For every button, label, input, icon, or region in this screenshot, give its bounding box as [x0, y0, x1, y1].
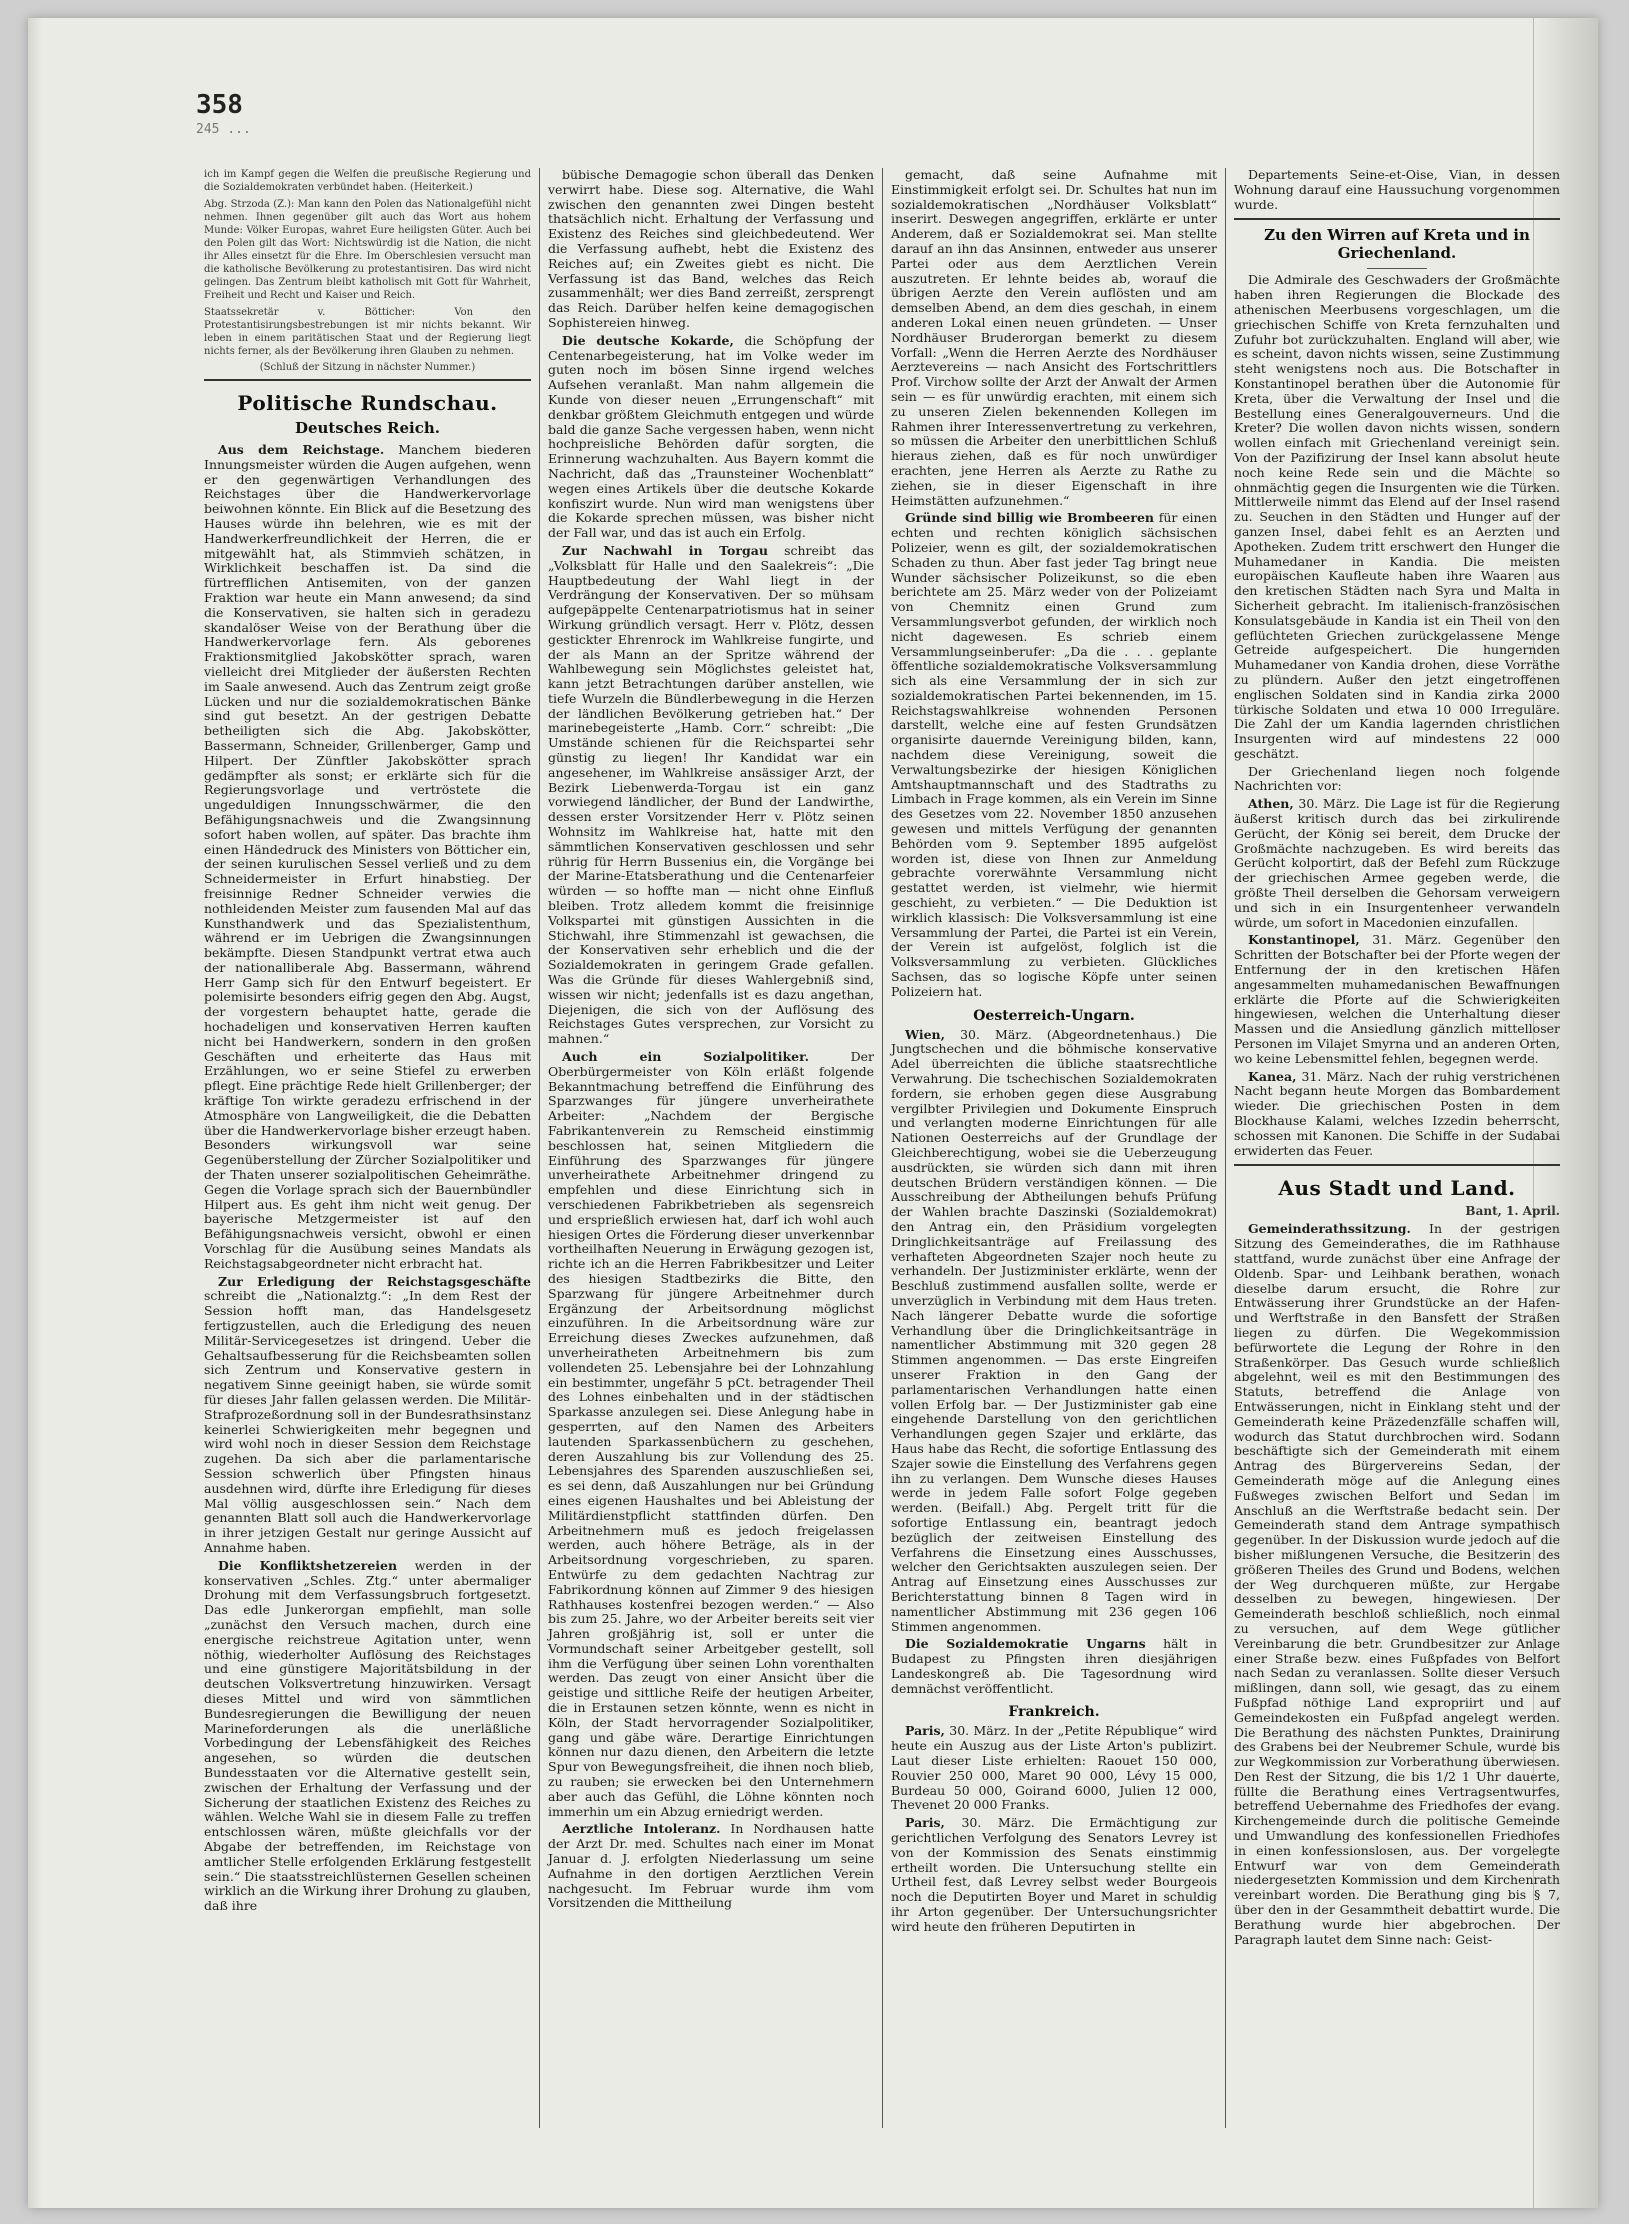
closing-note: (Schluß der Sitzung in nächster Nummer.) — [259, 362, 476, 373]
article-keyword: Die Sozialdemokratie Ungarns — [905, 1636, 1146, 1652]
article-text: Der Griechenland liegen noch folgende Nachrichten vor: — [1234, 763, 1560, 794]
article-text: Der Oberbürgermeister von Köln erläßt folgende Bekanntmachung betreffend die Einführung des Sparzwanges für jüngere unverheirathete Arbeiter: „Nachdem der Bergische Fabrikantenverein zu Remscheid einstimmig beschlossen hat, seinen Mitgliedern die Einführung des Sparzwanges für jüngere unverheirathete Arbeitnehmer dringend zu empfehlen und diese Einrichtung sich in verschiedenen Fabrikbetrieben als segensreich und ersprießlich erwiesen hat, darf ich wohl auch hiesigen Ortes die Förderung dieser unverkennbar vortheilhaften Neuerung in Erwägung gezogen ist, richte ich an die Herren Fabrikbesitzer und Leiter des hiesigen Stadtbezirks die Bitte, den Sparzwang für jüngere Arbeitnehmer durch Ergänzung der Arbeitsordnung möglichst einzuführen. In die Arbeitsordnung wäre zur Erreichung dieses Zweckes aufzunehmen, daß unverheiratheten Arbeitnehmern bis zum vollendeten 25. Lebensjahre bei der Lohnzahlung ein bestimmter, ungefähr 5 pCt. betragender Theil des Lohnes einbehalten und in der städtischen Sparkasse anzulegen sei. Diese Anlegung habe in gesperrten, auf den Namen des Arbeiters lautenden Sparkassenbüchern zu geschehen, deren Auszahlung bis zur Vollendung des 25. Lebensjahres des Sparenden auszuschließen sei, es sei denn, daß Auszahlungen nur bei Gründung eines eigenen Haushaltes und bei Ableistung der Militärdienstpflicht stattfinden dürfen. Den Arbeitnehmern muß es jedoch freigelassen werden, auch höhere Beträge, als in der Arbeitsordnung vorgeschrieben, zu sparen. Entwürfe zu dem gedachten Nachtrag zur Fabrikordnung können auf Zimmer 9 des hiesigen Rathhauses kostenfrei bezogen werden.“ — Also bis zum 25. Jahre, wo der Arbeiter bereits seit vier Jahren großjährig ist, soll er unter die Vormundschaft seiner Arbeitgeber gestellt, soll ihm die Verfügung über seinen Lohn vorenthalten werden. Das zeugt von einer Ansicht über die geistige und sittliche Reife der heutigen Arbeiter, die in Erstaunen setzen könnte, wenn es nicht in Köln, der Stadt hervorragender Sozialpolitiker, gang und gäbe wäre. Derartige Einrichtungen können nur dazu dienen, den Arbeitern die letzte Spur von Bewegungsfreiheit, die ihnen noch blieb, zu rauben; sie erwecken bei den Unternehmern aber auch das Gefühl, die Löhne könnten noch immerhin um ein Abzug erniedrigt werden. — [548, 1049, 874, 1819]
article-text: Die Admirale des Geschwaders der Großmächte haben ihren Regierungen die Blockade des athenischen Meerbusens vorgeschlagen, um die griechischen Schiffe von Kreta fernzuhalten und Zufuhr bot zurückzuhalten. England will aber, wie es scheint, davon nichts wissen, seine Zustimmung steht wenigstens noch aus. Die Botschafter in Konstantinopel berathen über die Autonomie für Kreta, über die Verwaltung der Insel und die Bestellung eines Generalgouverneurs. Und die Kreter? Die wollen davon nichts wissen, sondern wollen einfach mit Griechenland vereinigt sein. Von der Pazifizirung der Insel kann absolut heute noch keine Rede sein und die Mächte so ohnmächtig gegen die Insurgenten wie die Türken. Mittlerweile nimmt das Elend auf der Insel rasend zu. Seuchen in den Städten und Hunger auf der ganzen Insel, dabei fehlt es an Aerzten und Apotheken. Zudem tritt erschwert den Hunger die Muhamedaner in Kandia. Die meisten europäischen Kaufleute haben ihre Waaren aus den kretischen Städten nach Syra und Malta in Sicherheit gebracht. Im italienisch-französischen Konsulatsgebäude in Kandia ist ein Theil von den geflüchteten Griechen zurückgelassene Menge Getreide aufgespeichert. Die hungernden Muhamedaner von Kandia drohen, diese Vorräthe zu plündern. Außer den jetzt eingetroffenen englischen Soldaten sind in Kandia zirka 2000 türkische Soldaten und etwa 10 000 Irreguläre. Die Zahl der um Kandia lagernden christlichen Insurgenten wird auf mindestens 22 000 geschätzt. — [1234, 272, 1560, 761]
article-paragraph — [891, 1028, 1217, 1635]
article-text: Manchem biederen Innungsmeister würden die Augen aufgehen, wenn er den gegenwärtigen Verhandlungen des Reichstages über die Handwerkervorlage beiwohnen könnte. Ein Blick auf die Besetzung des Hauses würde ihn belehren, wie es mit der Handwerkerfreundlichkeit der Herren, die er mitgewählt hat, als Stimmvieh schätzen, in Wirklichkeit beschaffen ist. Da sind die fürtrefflichen Antisemiten, von der ganzen Fraktion war heute ein Mann anwesend; da sind die Konservativen, sie halten sich in geradezu skandalöser Weise von der Berathung über die Handwerkervorlage fern. Als geborenes Fraktionsmitglied Jakobskötter sprach, waren vielleicht drei Mitglieder der äußersten Rechten im Saale anwesend. Auch das Zentrum zeigt große Lücken und nur die sozialdemokratischen Bänke sind gut besetzt. An der gestrigen Debatte betheiligten sich die Abg. Jakobskötter, Bassermann, Schneider, Grillenberger, Gamp und Hilpert. Der Zünftler Jakobskötter sprach gedämpfter als sonst; er erklärte sich für die Regierungsvorlage und vertröstete die ungeduldigen Innungsschwärmer, die den Befähigungsnachweis und die Zwangsinnung sofort haben wollen, auf später. Das brachte ihm einen Händedruck des Ministers von Bötticher ein, der seinen kurulischen Sessel verließ und zu dem Schneidermeister in Erfurt hinabstieg. Der freisinnige Redner Schneider verwies die nothleidenden Meister zum fausenden Mal auf das Kunsthandwerk und das Spezialistenthum, während er im Uebrigen die Zwangsinnungen bekämpfte. Diesen Standpunkt vertrat etwa auch der nationalliberale Abg. Bassermann, während Herr Gamp sich für den Entwurf begeistert. Er polemisirte besonders eifrig gegen den Abg. Augst, der vorgestern behauptet hatte, gerade die hochadeligen und konservativen Herren kauften nicht bei Handwerkern, sondern in den großen Geschäften und erheiterte das Haus mit Erzählungen, wo er seine Stiefel zu erwerben pflegt. Eine prächtige Rede hielt Grillenberger; der kräftige Ton wirkte geradezu erfrischend in der Atmosphäre von Langweiligkeit, die die Debatten über die Handwerkervorlage bisher erzeugt haben. Besonders wirkungsvoll war seine Gegenüberstellung der Zürcher Sozialpolitiker und der Thaten unserer sozialpolitischen Geheimräthe. Gegen die Vorlage sprach sich der Bauernbündler Hilpert aus. Es geht ihm nicht weit genug. Der bayerische Metzgermeister ist auf den Befähigungsnachweis versicht, obwohl er einen Vorschlag für die Ausübung seines Mandats als Reichstagsabgeordneter nicht erbracht hat. — [204, 442, 531, 1271]
dateline: Bant, 1. April. — [1465, 1204, 1560, 1219]
article-text: schreibt die „Nationalztg.“: „In dem Rest der Session hofft man, das Handelsgesetz fertigzustellen, auch die Erledigung des neuen Militär-Servicegesetzes ist dringend. Ueber die Gehaltsaufbesserung für die Reichsbeamten sollen sich Zentrum und Konservative gestern in negativem Sinne geeinigt haben, sie würde somit für dieses Jahr fallen gelassen werden. Die Militär-Strafprozeßordnung soll in der Bundesrathsinstanz keinerlei Schwierigkeiten mehr begegnen und wird wohl noch in dieser Session dem Reichstage zugehen. Da sich aber die parlamentarische Session schwerlich über Pfingsten hinaus ausdehnen wird, dürfte ihre Erledigung für dieses Mal völlig ausgeschlossen sein.“ Nach dem genannten Blatt soll auch die Handwerkervorlage in ihrer jetzigen Gestalt nur geringe Aussicht auf Annahme haben. — [204, 1288, 531, 1555]
article-paragraph — [1234, 797, 1560, 930]
article-paragraph — [891, 168, 1217, 508]
article-paragraph — [891, 1637, 1217, 1696]
article-text: 31. März. Nach der ruhig verstrichenen Nacht begann heute Morgen das Bombardement wieder. Die griechischen Posten in dem Blockhause Kalami, welches Izzedin beherrscht, schossen mit Kanonen. Die Schiffe in der Sudabai erwiderten das Feuer. — [1234, 1068, 1560, 1158]
article-keyword: Zur Nachwahl in Torgau — [562, 542, 768, 558]
article-text: In Nordhausen hatte der Arzt Dr. med. Schultes nach einer im Monat Januar d. J. erfolgten Niederlassung um seine Aufnahme in den dortigen Aerztlichen Verein nachgesucht. Im Februar wurde ihm vom Vorsitzenden die Mittheilung — [548, 1821, 874, 1911]
article-paragraph — [204, 1559, 531, 1914]
article-paragraph — [548, 1050, 874, 1819]
article-paragraph — [1234, 1222, 1560, 1947]
country-heading: Frankreich. — [1008, 1704, 1100, 1721]
article-text: 30. März. Die Ermächtigung zur gerichtlichen Verfolgung des Senators Levrey ist von der Kommission des Senats einstimmig ertheilt worden. Die Untersuchung stellte ein Urtheil fest, daß Levrey selbst weder Bourgeois noch die Deputirten Boyer und Maret in schuldig ihr Arton gegenüber. Der Untersuchungsrichter wird heute den früheren Deputirten in — [891, 1815, 1218, 1934]
sub-title: Deutsches Reich. — [294, 419, 441, 437]
article-paragraph — [891, 1816, 1217, 1934]
article-keyword: Aus dem Reichstage. — [218, 442, 385, 457]
column-3 — [882, 168, 1225, 2128]
section-title: Aus Stadt und Land. — [1278, 1176, 1516, 1201]
article-text: hält in Budapest zu Pfingsten ihren diesjährigen Landeskongreß ab. Die Tagesordnung wird demnächst veröffentlicht. — [891, 1636, 1217, 1696]
article-paragraph — [204, 443, 531, 1272]
article-text: schreibt das „Volksblatt für Halle und den Saalekreis“: „Die Hauptbedeutung der Wahl liegt in der Verdrängung der Konservativen. Der so mühsam aufgepäppelte Centenarpatriotismus hat in seiner Wirkung gründlich versagt. Herr v. Plötz, dessen gestickter Ehrenrock im Wahlkreise fungirte, und der als Mann an der Spritze während der Wahlbewegung sein Möglichstes geleistet hat, kann jetzt Betrachtungen darüber anstellen, wie tiefe Wurzeln die Bündlerbewegung in die Herzen der ländlichen Bevölkerung getrieben hat.“ Der marinebegeisterte „Hamb. Corr.“ schreibt: „Die Umstände schienen für die Reichspartei sehr günstig zu liegen! Ihr Kandidat war ein angesehener, im Wahlkreise ansässiger Arzt, der Bezirk Liebenwerda-Torgau ist ein ganz vorwiegend ländlicher, der Bund der Landwirthe, dessen erster Vorsitzender Herr v. Plötz seinen Wohnsitz im Wahlkreise hat, hatte mit den sämmtlichen Konservativen geschlossen und sehr rührig für Herrn Bussenius ein, die Vorgänge bei der Marine-Etatsberathung und die Centenarfeier würden — so hoffte man — nicht ohne Einfluß bleiben. Trotz alledem kommt die freisinnige Volkspartei mit günstigen Aussichten in die Stichwahl, ihre Stimmenzahl ist gewachsen, die der Konservativen sehr erheblich und die der Sozialdemokraten in geringem Grade gefallen. Was die Gründe für dieses Wahlergebniß sind, wissen wir nicht; jedenfalls ist es dazu angethan, Diejenigen, die sich von der Auflösung des Reichstages Gutes versprechen, zur Vorsicht zu mahnen.“ — [548, 542, 874, 1047]
article-keyword: Auch ein Sozialpolitiker. — [562, 1049, 809, 1065]
column-2 — [539, 168, 882, 2128]
divider — [1234, 1164, 1560, 1166]
article-paragraph — [1234, 765, 1560, 795]
section-title: Politische Rundschau. — [237, 391, 498, 415]
article-text: werden in der konservativen „Schles. Ztg.“ unter abermaliger Drohung mit dem Verfassungsbruch fortgesetzt. Das edle Junkerorgan empfiehlt, man solle „zunächst den Versuch machen, durch eine energische reichstreue Agitation unter, wenn nöthig, wiederholter Auflösung des Reichstages und eine günstigere Majoritätsbildung in der deutschen Volksvertretung hinzuwirken. Versagt dieses Mittel und wird von sämmtlichen Bundesregierungen die Bewilligung der neuen Marineforderungen als die unerläßliche Vorbedingung der Lebensfähigkeit des Reiches angesehen, so würden die deutschen Bundesstaaten vor die Alternative gestellt sein, zwischen der Erhaltung der Verfassung und der Sicherung der staatlichen Existenz des Reiches zu wählen. Welche Wahl sie in diesem Falle zu treffen entschlossen wären, müßte gleichfalls vor der Abgabe der betreffenden, im Reichstage von amtlicher Stelle erfolgenden Erklärung festgestellt sein.“ Die staatsstreichlüsternen Gesellen scheinen wirklich an die Wirkung ihrer Drohung zu glauben, daß ihre — [204, 1557, 531, 1914]
article-paragraph — [1234, 1070, 1560, 1159]
article-paragraph — [891, 511, 1217, 999]
article-text: bübische Demagogie schon überall das Denken verwirrt habe. Diese sog. Alternative, die Wahl zwischen den genannten zwei Dingen besteht thatsächlich nicht. Erhaltung der Verfassung und Existenz des Reiches sind gleichbedeutend. Wer die Verfassung aufhebt, hebt die Existenz des Reiches auf; ein Zweites giebt es nicht. Die Verfassung ist das Band, welches das Reich zusammenhält; wer dies Band zerreißt, zersprengt das Reich. Darüber helfen keine demagogischen Sophistereien hinweg. — [548, 168, 874, 330]
tiny-text: Staatssekretär v. Bötticher: Von den Protestantisirungsbestrebungen ist mir nichts bekannt. Wir leben in einem paritätischen Staat und der Regierung liegt nichts ferner, als der Bevölkerung ihren Glauben zu nehmen. — [204, 307, 531, 357]
country-heading: Oesterreich-Ungarn. — [973, 1007, 1135, 1024]
newspaper-page — [28, 18, 1598, 2208]
article-paragraph — [548, 544, 874, 1047]
page-number: 358 — [196, 90, 243, 120]
article-text: die Schöpfung der Centenarbegeisterung, hat im Volke weder im guten noch im bösen Sinne irgend welches Aufsehen veranlaßt. Man nahm allgemein die Kunde von dieser neuen „Errungenschaft“ mit denkbar größtem Gleichmuth entgegen und würde bald die ganze Sache vergessen haben, wenn nicht hochpreisliche Behörden dafür sorgten, die Erinnerung wachzuhalten. Aus Bayern kommt die Nachricht, daß das „Traunsteiner Wochenblatt“ wegen eines Artikels über die deutsche Kokarde konfiszirt wurde. Nun wird man wenigstens über die Kokarde sprechen müssen, was bisher nicht der Fall war, und das ist auch ein Erfolg. — [548, 332, 874, 541]
divider — [204, 379, 531, 381]
article-paragraph — [1234, 933, 1560, 1066]
article-keyword: Athen, — [1248, 796, 1294, 812]
article-paragraph — [1234, 273, 1560, 761]
article-keyword: Paris, — [905, 1815, 945, 1831]
article-text: 30. März. (Abgeordnetenhaus.) Die Jungtschechen und die böhmische konservative Adel überreichten die übliche staatsrechtliche Verwahrung. Die tschechischen Sozialdemokraten fordern, sie erhoben gegen diese Ausgrabung vergilbter Privilegien und Dokumente Einspruch und verlangten moderne Einrichtungen für alle Nationen Oesterreichs auf der Grundlage der Gleichberechtigung, wobei sie die Ueberzeugung ausdrückten, sie würden sich dann mit ihren deutschen Brüdern verständigen können. — Die Ausschreibung der Abtheilungen behufs Prüfung der Wahlen brachte Daszinski (Sozialdemokrat) den Antrag ein, den Präsidium vorgelegten Dringlichkeitsanträge auf Freilassung des verhafteten Abgeordneten Szajer noch heute zu verhandeln. Der Justizminister erklärte, wenn der Beschluß zustimmend ausfallen sollte, werde er unverzüglich in Verbindung mit dem Haus treten. Nach längerer Debatte wurde die sofortige Verhandlung über die Dringlichkeitsanträge in namentlicher Abstimmung mit 320 gegen 28 Stimmen angenommen. — Das erste Eingreifen unserer Fraktion in den Gang der parlamentarischen Verhandlungen hatte einen vollen Erfolg bar. — Der Justizminister gab eine eingehende Darstellung von den gerichtlichen Verhandlungen gegen Szajer und erklärte, das Haus habe das Recht, die sofortige Entlassung des Szajer sowie die Einstellung des Verfahrens gegen ihn zu verlangen. Dem Wunsche dieses Hauses werde in jedem Falle sofort Folge gegeben werden. (Beifall.) Abg. Pergelt tritt für die sofortige Entlassung ein, beantragt jedoch bezüglich der zeitweisen Einstellung des Verfahrens die Einsetzung eines Ausschusses, welcher den Gerichtsakten auszulegen seien. Der Antrag auf Einsetzung eines Ausschusses zur Berichterstattung binnen 8 Tagen wird in namentlicher Abstimmung mit 236 gegen 106 Stimmen angenommen. — [891, 1026, 1217, 1634]
article-keyword: Gründe sind billig wie Brombeeren — [905, 510, 1155, 526]
divider — [1234, 218, 1560, 220]
article-keyword: Konstantinopel, — [1248, 932, 1360, 948]
page-spine — [28, 18, 42, 2208]
article-text: gemacht, daß seine Aufnahme mit Einstimmigkeit erfolgt sei. Dr. Schultes hat nun im sozialdemokratischen „Nordhäuser Volksblatt“ inserirt. Deswegen angegriffen, erklärte er unter Anderem, daß er Sozialdemokrat sei. Man stellte darauf an ihn das Ansinnen, entweder aus unserer Partei oder aus dem Aerztlichen Verein auszutreten. Er lehnte beides ab, worauf die übrigen Aerzte den Verein auflösten und am demselben Abend, an dem dies geschah, in einem anderen Lokal einen neuen gründeten. — Unser Nordhäuser Bruderorgan bemerkt zu diesem Vorfall: „Wenn die Herren Aerzte des Nordhäuser Aerztevereins — nach Ansicht des Fortschrittlers Prof. Virchow sollte der Arzt der Anwalt der Armen sein — es für unwürdig erachten, mit einem sich zu unseren Zielen bekennenden Kollegen im Rahmen ihrer Interessenvertretung zu verkehren, so müssen die Arbeiter den unerbittlichen Schluß hieraus ziehen, daß es für noch unwürdiger erachten, jene Herren als Aerzte zu Rathe zu ziehen, sie in dieser Eigenschaft in ihre Heimstätten aufzunehmen.“ — [891, 168, 1217, 508]
tiny-text: ich im Kampf gegen die Welfen die preußische Regierung und die Sozialdemokraten verbündet haben. (Heiterkeit.) — [204, 169, 531, 193]
article-keyword: Aerztliche Intoleranz. — [562, 1821, 721, 1837]
article-text: 30. März. Die Lage ist für die Regierung äußerst kritisch durch das bei zirkulirende Gerücht, der König sei bereit, dem Drucke der Großmächte nachzugeben. Es wird bereits das Gerücht kolportirt, daß der Befehl zum Rückzuge der griechischen Armee gegeben werde, die größte Theil derselben die Gehorsam verweigern und sich in ein Insurgentenheer verwandeln würde, um sofort in Macedonien einzufallen. — [1234, 796, 1560, 930]
article-text: 31. März. Gegenüber den Schritten der Botschafter bei der Pforte wegen der Entfernung der in den kretischen Häfen angesammelten muhamedanischen Bewaffnungen erklärte die Pforte auf die Schwierigkeiten hingewiesen, welchen die Unterhaltung dieser Massen und die Ansiedlung gänzlich mittelloser Personen im Vilajet Smyrna und an anderen Orten, wo keine Lebensmittel fehlen, begegnen werde. — [1234, 932, 1560, 1066]
page-number-annotation: 245 ... — [196, 122, 251, 137]
article-keyword: Gemeinderathssitzung. — [1248, 1221, 1411, 1237]
article-keyword: Wien, — [905, 1026, 945, 1042]
column-4 — [1225, 168, 1568, 2128]
article-text: In der gestrigen Sitzung des Gemeinderathes, die im Rathhause stattfand, wurde zunächst über eine Anfrage der Oldenb. Spar- und Leihbank berathen, wonach dieselbe darum ersucht, die Rohre zur Entwässerung ihrer Grundstücke an der Hafen- und Werftstraße in den Bansfett der Straßen liegen zu dürfen. Die Wegekommission befürwortete die Legung der Rohre in den Straßenkörper. Das Gesuch wurde schließlich abgelehnt, weil es mit den Bestimmungen des Statuts, betreffend die Anlage von Entwässerungen, nicht in Einklang steht und der Gemeinderath keine Präzedenzfälle schaffen will, wodurch das Statut durchbrochen wird. Sodann beschäftigte sich der Gemeinderath mit einem Antrag des Bürgervereins Sedan, der Gemeinderath möge auf die Anlegung eines Fußweges zwischen Belfort und Sedan im Anschluß an die Werftstraße bedacht sein. Der Gemeinderath stand dem Antrage sympathisch gegenüber. In der Diskussion wurde jedoch auf die bisher mißlungenen Versuche, die Besitzerin des größeren Theiles des Grund und Bodens, welchen der Weg durchqueren müßte, zur Hergabe desselben zu bewegen, hingewiesen. Der Gemeinderath beschloß schließlich, noch einmal zu versuchen, auf dem Wege gütlicher Vereinbarung die betr. Grundbesitzer zur Anlage einer Straße bezw. eines Fußpfades von Belfort nach Sedan zu veranlassen. Sollte dieser Versuch mißlingen, dann soll, wie gesagt, das zu einem Fußpfad nöthige Land expropriirt und auf Gemeindekosten ein Fußpfad angelegt werden. Die Berathung des nächsten Punktes, Drainirung des Grabens bei der Neubremer Schule, wurde bis zur Wegkommission zur Vorberathung überwiesen. Den Rest der Sitzung, die bis 1/2 1 Uhr dauerte, füllte die Berathung eines Vertragsentwurfes, betreffend Uebernahme des Friedhofes der evang. Kirchengemeinde durch die politische Gemeinde und Umwandlung des konfessionellen Friedhofes in einen konfessionslosen, aus. Der vorgelegte Entwurf war von dem Gemeinderath niedergesetzten Kommission und dem Kirchenrath vereinbart worden. Die Berathung ging bis § 7, über den in der Gesammtheit debattirt wurde. Die Berathung wurde hier abgebrochen. Der Paragraph lautet dem Sinne nach: Geist- — [1234, 1221, 1560, 1947]
article-keyword: Die deutsche Kokarde, — [562, 332, 734, 348]
article-paragraph — [548, 168, 874, 331]
article-paragraph — [548, 1822, 874, 1911]
article-paragraph — [1234, 168, 1560, 212]
column-1 — [196, 168, 539, 2128]
divider — [1367, 268, 1427, 269]
article-text: für einen echten und rechten königlich sächsischen Polizeier, wenn es gilt, der sozialdemokratischen Schaden zu thun. Aber fast jeder Tag bringt neue Wunder sächsischer Polizeikunst, so die eben berichtete am 25. März weder von der Polizeiamt von Chemnitz einen Grund zum Versammlungsverbot gefunden, der wirklich noch nicht dagewesen. Es schrieb einem Versammlungseinberufer: „Da die . . . geplante öffentliche sozialdemokratische Volksversammlung sich als eine Versammlung der in sich zur sozialdemokratischen Partei bekennenden, im 15. Reichstagswahlkreise wohnenden Personen darstellt, welche eine auf festen Grundsätzen organisirte dauernde Vereinigung bilden, kann, nachdem diese Vereinigung, soweit die Verwaltungsbezirke der hiesigen Königlichen Amtshauptmannschaft und des Stadtraths zu Limbach in Frage kommen, als ein Verein im Sinne des Gesetzes vom 22. November 1850 anzusehen gewesen und mittels Verfügung der genannten Behörden vom 9. September 1895 aufgelöst worden ist, diese von Ihnen zur Anmeldung gebrachte vorerwähnte Versammlung nicht gestattet werden, ist vielmehr, wie hiermit geschieht, zu verbieten.“ — Die Deduktion ist wirklich klassisch: Die Volksversammlung ist eine Versammlung der Partei, die Partei ist ein Verein, der Verein ist aufgelöst, folglich ist die Volksversammlung zu verbieten. Glückliches Sachsen, das so logische Köpfe unter seinen Polizeiern hat. — [891, 510, 1217, 999]
article-paragraph — [548, 334, 874, 541]
article-keyword: Kanea, — [1248, 1068, 1297, 1084]
tiny-text: Abg. Strzoda (Z.): Man kann den Polen das Nationalgefühl nicht nehmen. Ihnen gegenüber gilt auch das Wort aus hohem Munde: Völker Europas, wahret Eure heiligsten Güter. Auch bei den Polen gilt das Wort: Nichtswürdig ist die Nation, die nicht ihr Alles einsetzt für die Ehre. Im Oberschlesien versucht man die katholische Bevölkerung zu protestantisiren. Das wird nicht gelingen. Das Zentrum bleibt katholisch mit Gott für Wahrheit, Freiheit und Recht und Kaiser und Reich. — [204, 199, 531, 301]
article-text: Departements Seine-et-Oise, Vian, in dessen Wohnung darauf eine Haussuchung vorgenommen wurde. — [1234, 168, 1560, 212]
article-paragraph — [204, 1275, 531, 1556]
article-keyword: Paris, — [905, 1723, 945, 1739]
columns — [196, 168, 1568, 2128]
article-keyword: Die Konfliktshetzereien — [218, 1557, 398, 1573]
article-text: 30. März. In der „Petite République“ wird heute ein Auszug aus der Liste Arton's publizirt. Laut dieser Liste erhielten: Raouet 150 000, Rouvier 250 000, Maret 90 000, Lévy 15 000, Burdeau 50 000, Goirand 6000, Julien 12 000, Thevenet 20 000 Franks. — [891, 1723, 1218, 1813]
section-title: Zu den Wirren auf Kreta und in Griechenland. — [1264, 226, 1530, 263]
article-keyword: Zur Erledigung der Reichstagsgeschäfte — [218, 1273, 531, 1289]
article-paragraph — [891, 1724, 1217, 1813]
